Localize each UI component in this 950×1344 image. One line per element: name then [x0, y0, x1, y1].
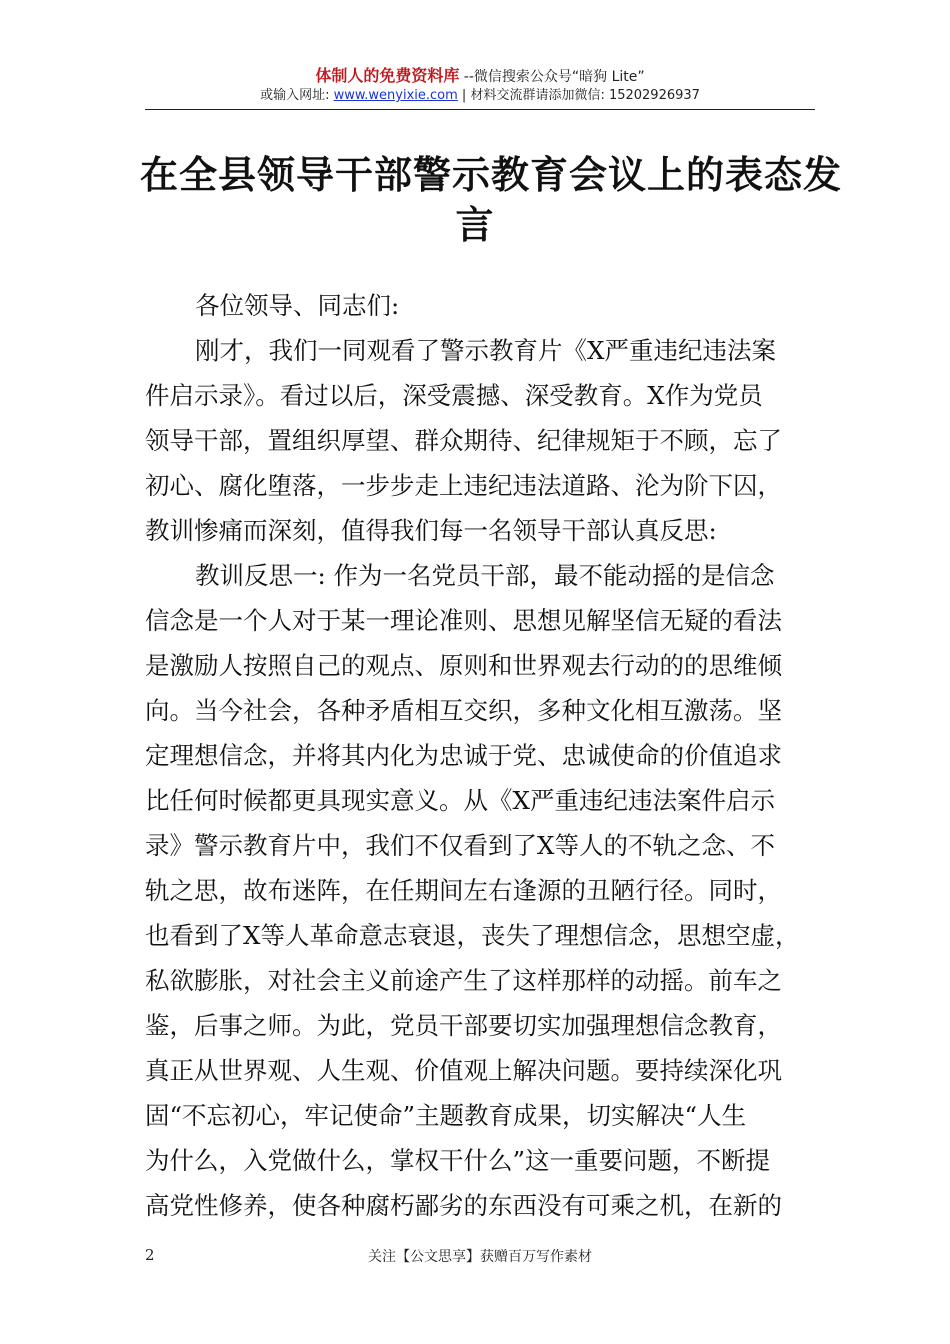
header-line-2 [145, 87, 815, 105]
body-line: 高党性修养，使各种腐朽鄙劣的东西没有可乘之机，在新的 [145, 1191, 782, 1220]
body-line: 鉴，后事之师。为此，党员干部要切实加强理想信念教育， [145, 1011, 782, 1040]
body-line: 向。当今社会，各种矛盾相互交织，多种文化相互激荡。坚 [145, 696, 782, 725]
page-footer [145, 1246, 815, 1270]
header-tagline: --微信搜索公众号“暗狗 Lite” [459, 69, 645, 85]
header-divider [145, 109, 815, 110]
document-body [145, 283, 815, 1228]
body-line: 轨之思，故布迷阵，在任期间左右逢源的丑陋行径。同时， [145, 876, 782, 905]
page-header [145, 66, 815, 105]
body-line: 是激励人按照自己的观点、原则和世界观去行动的的思维倾 [145, 651, 782, 680]
body-line: 比任何时候都更具现实意义。从《X严重违纪违法案件启示 [145, 786, 775, 815]
body-line: 定理想信念，并将其内化为忠诚于党、忠诚使命的价值追求 [145, 741, 782, 770]
page-number: 2 [145, 1246, 155, 1264]
body-line: 教训惨痛而深刻，值得我们每一名领导干部认真反思: [145, 516, 717, 545]
header-contact: | 材料交流群请添加微信: 15202926937 [457, 88, 700, 103]
body-line: 教训反思一: 作为一名党员干部，最不能动摇的是信念 [195, 561, 775, 590]
footer-note: 关注【公文思享】获赠百万写作素材 [368, 1249, 592, 1265]
body-line: 也看到了X等人革命意志衰退，丧失了理想信念，思想空虚， [145, 921, 800, 950]
title-line-1: 在全县领导干部警示教育会议上的表态发 [140, 152, 843, 197]
body-line: 初心、腐化堕落，一步步走上违纪违法道路、沦为阶下囚， [145, 471, 782, 500]
body-line: 录》警示教育片中，我们不仅看到了X等人的不轨之念、不 [145, 831, 775, 860]
body-line: 私欲膨胀，对社会主义前途产生了这样那样的动摇。前车之 [145, 966, 782, 995]
body-line: 各位领导、同志们: [195, 291, 400, 320]
body-line: 为什么，入党做什么，掌权干什么”这一重要问题，不断提 [145, 1146, 771, 1175]
header-line-1 [145, 66, 815, 87]
header-url-prefix: 或输入网址: [260, 88, 334, 103]
body-line: 真正从世界观、人生观、价值观上解决问题。要持续深化巩 [145, 1056, 782, 1085]
header-url-link[interactable]: www.wenyixie.com [333, 88, 458, 103]
document-title [140, 150, 843, 250]
body-line: 领导干部，置组织厚望、群众期待、纪律规矩于不顾，忘了 [145, 426, 782, 455]
title-line-2: 言 [455, 202, 495, 247]
body-line: 刚才，我们一同观看了警示教育片《X严重违纪违法案 [195, 336, 776, 365]
body-line: 件启示录》。看过以后，深受震撼、深受教育。X作为党员 [145, 381, 763, 410]
body-line: 固“不忘初心，牢记使命”主题教育成果，切实解决“人生 [145, 1101, 747, 1130]
body-line: 信念是一个人对于某一理论准则、思想见解坚信无疑的看法 [145, 606, 782, 635]
header-brand: 体制人的免费资料库 [315, 66, 460, 85]
